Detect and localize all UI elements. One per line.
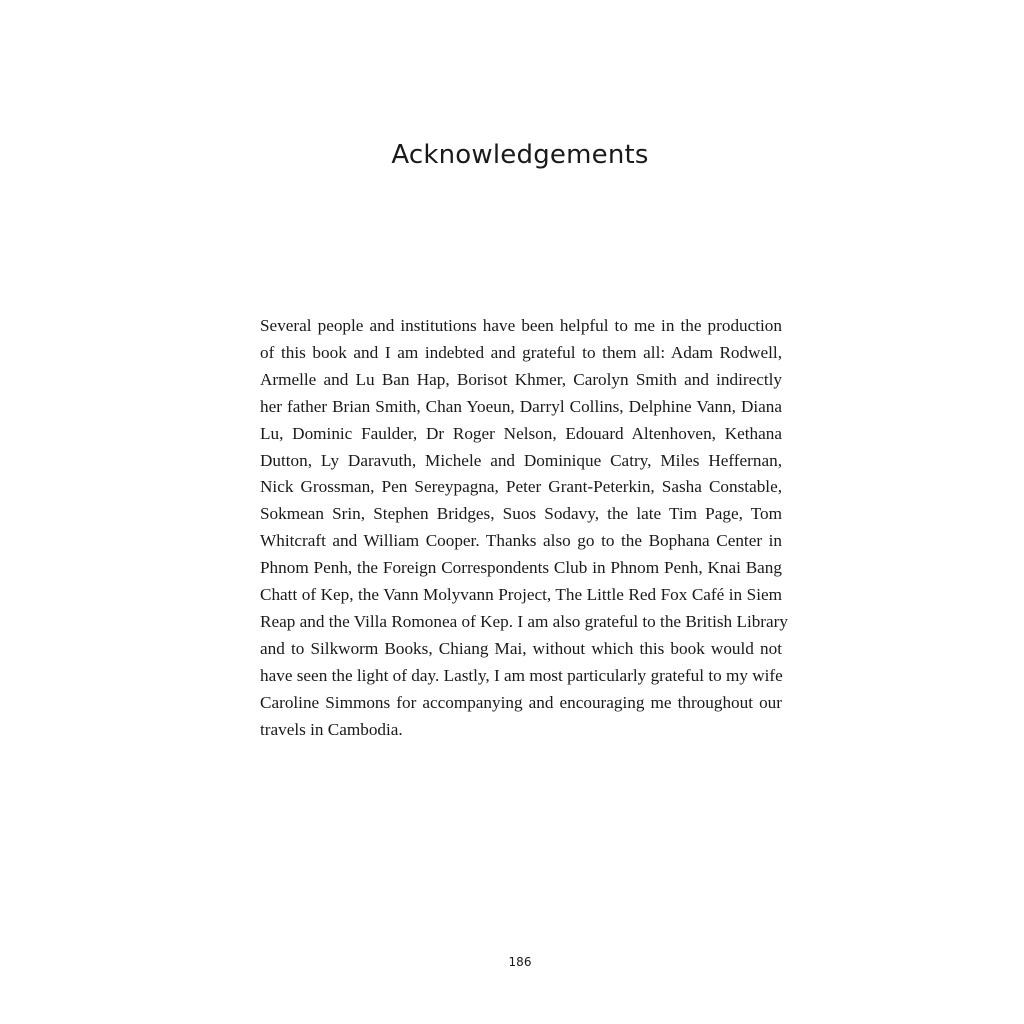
paragraph-line: Chatt of Kep, the Vann Molyvann Project, The Little Red Fox Café in Siem [260, 585, 782, 605]
acknowledgements-paragraph [260, 313, 788, 744]
paragraph-line: Caroline Simmons for accompanying and encouraging me throughout our [260, 692, 782, 712]
paragraph-line: travels in Cambodia. [260, 719, 403, 739]
paragraph-line: and to Silkworm Books, Chiang Mai, without which this book would not [260, 638, 782, 658]
paragraph-line: Dutton, Ly Daravuth, Michele and Dominique Catry, Miles Heffernan, [260, 450, 782, 470]
paragraph-line: her father Brian Smith, Chan Yoeun, Darryl Collins, Delphine Vann, Diana [260, 396, 782, 416]
paragraph-line: Sokmean Srin, Stephen Bridges, Suos Sodavy, the late Tim Page, Tom [260, 504, 782, 524]
paragraph-line: Nick Grossman, Pen Sereypagna, Peter Grant-Peterkin, Sasha Constable, [260, 477, 782, 497]
paragraph-line: Phnom Penh, the Foreign Correspondents Club in Phnom Penh, Knai Bang [260, 558, 782, 578]
paragraph-line: of this book and I am indebted and grateful to them all: Adam Rodwell, [260, 342, 782, 362]
paragraph-line: Lu, Dominic Faulder, Dr Roger Nelson, Edouard Altenhoven, Kethana [260, 423, 782, 443]
paragraph-line: Reap and the Villa Romonea of Kep. I am also grateful to the British Library [260, 611, 788, 631]
paragraph-line: have seen the light of day. Lastly, I am most particularly grateful to my wife [260, 665, 783, 685]
paragraph-line: Several people and institutions have been helpful to me in the production [260, 316, 782, 335]
paragraph-line: Whitcraft and William Cooper. Thanks also go to the Bophana Center in [260, 531, 782, 551]
page-number: 186 [508, 955, 532, 969]
page-title: Acknowledgements [391, 140, 649, 170]
paragraph-line: Armelle and Lu Ban Hap, Borisot Khmer, Carolyn Smith and indirectly [260, 369, 782, 389]
